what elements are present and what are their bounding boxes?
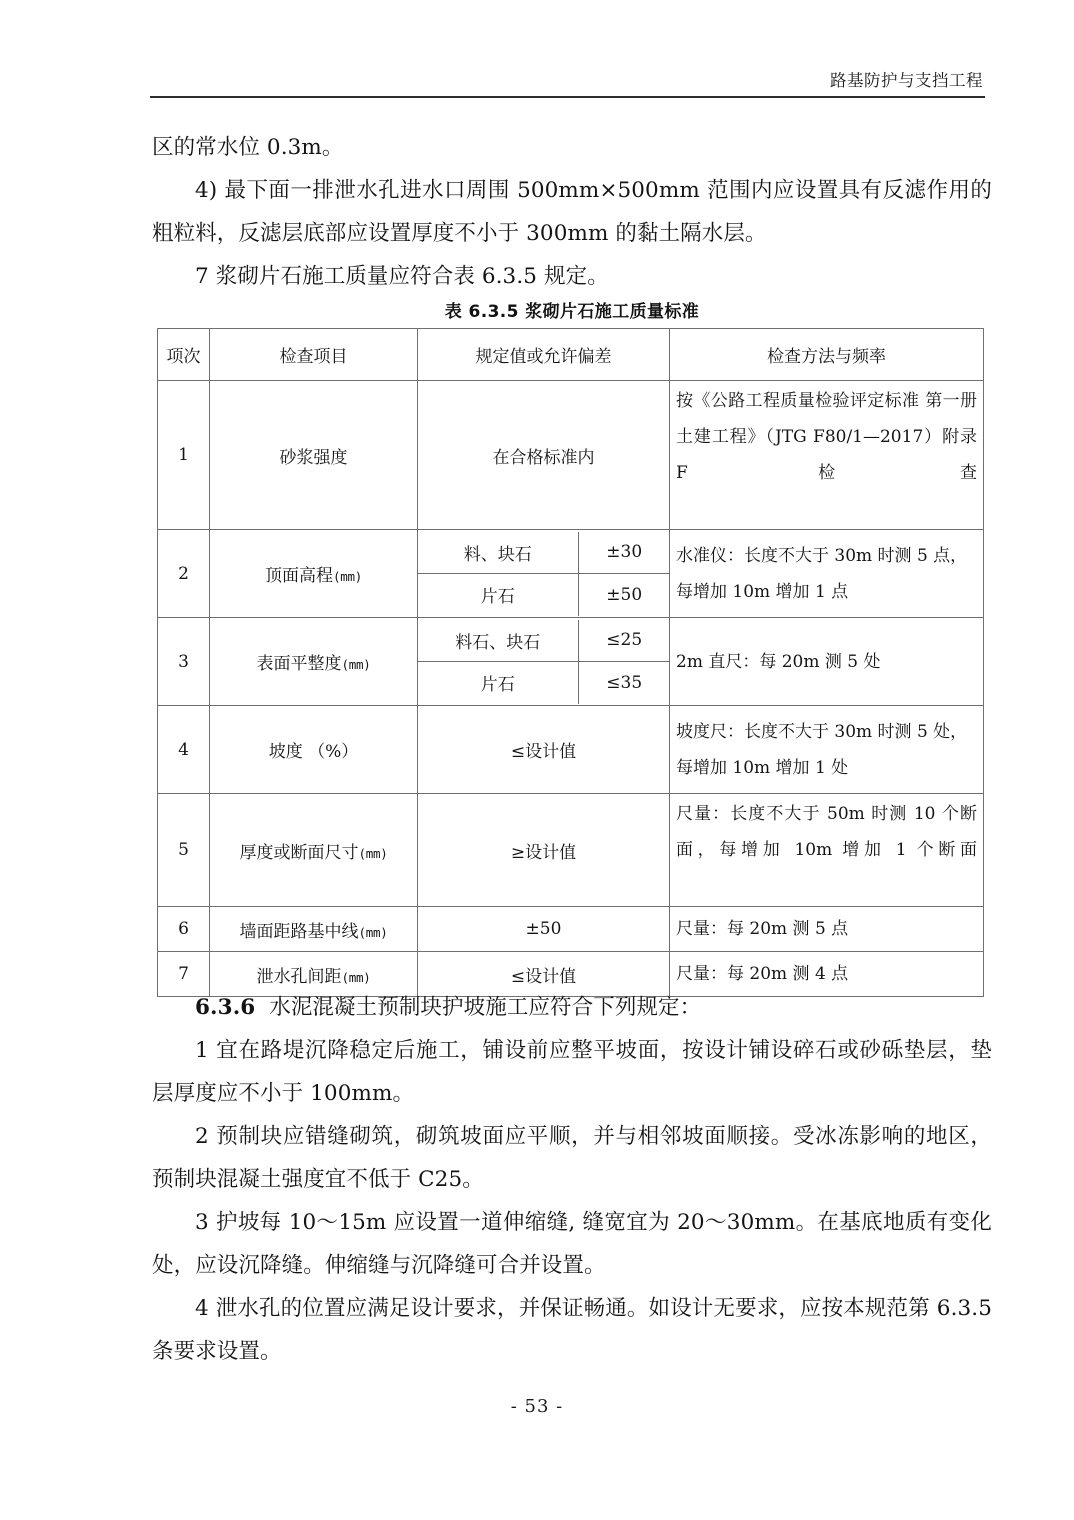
- column-header-spec: 规定值或允许偏差: [418, 329, 670, 381]
- body-text-top: [152, 126, 992, 298]
- sub-cell-value: ±50: [606, 584, 643, 605]
- cell-item-unit: (mm): [358, 924, 388, 940]
- cell-method: 坡度尺：长度不大于 30m 时测 5 处，每增加 10m 增加 1 处: [670, 706, 984, 794]
- paragraph-item-7: 7 浆砌片石施工质量应符合表 6.3.5 规定。: [195, 264, 609, 289]
- sub-cell-name: 片石: [418, 662, 578, 704]
- cell-no: 5: [158, 794, 210, 907]
- sub-cell-value: ±30: [578, 532, 670, 574]
- table-caption: 表 6.3.5 浆砌片石施工质量标准: [444, 302, 700, 322]
- section-number: 6.3.6: [195, 995, 256, 1020]
- column-header-no: 项次: [158, 329, 210, 381]
- paragraph-continuation: 区的常水位 0.3m。: [152, 135, 344, 160]
- cell-item: [210, 618, 418, 706]
- cell-spec: 在合格标准内: [418, 381, 670, 530]
- running-header-title: 路基防护与支挡工程: [830, 71, 983, 90]
- sub-cell-value: ≤25: [578, 620, 670, 662]
- table-row: [158, 381, 984, 530]
- sub-cell-value: ≤35: [606, 672, 643, 693]
- sub-cell-name: 料、块石: [418, 532, 578, 574]
- cell-item-text: 墙面距路基中线: [239, 921, 359, 942]
- table-row: [158, 618, 984, 706]
- cell-no: 7: [158, 952, 210, 997]
- paragraph-sub-item-3: 3 护坡每 10～15m 应设置一道伸缩缝, 缝宽宜为 20～30mm。在基底地质有变化处，应设沉降缝。伸缩缝与沉降缝可合并设置。: [152, 1210, 992, 1278]
- cell-spec-group: [418, 618, 670, 706]
- page-footer: - 53 -: [510, 1396, 564, 1417]
- cell-item-text: 砂浆强度: [279, 447, 348, 468]
- paragraph-item-4: 4) 最下面一排泄水孔进水口周围 500mm×500mm 范围内应设置具有反滤作用的粗粒料，反滤层底部应设置厚度不小于 300mm 的黏土隔水层。: [152, 178, 992, 246]
- column-header-method: 检查方法与频率: [670, 329, 984, 381]
- sub-cell-name: 料石、块石: [418, 620, 578, 662]
- table-header-row: [158, 329, 984, 381]
- cell-item: [210, 530, 418, 618]
- cell-no: 6: [158, 907, 210, 952]
- cell-item: [210, 794, 418, 907]
- cell-spec-group: [418, 530, 670, 618]
- cell-item-text: 泄水孔间距: [256, 966, 342, 987]
- cell-method: 2m 直尺：每 20m 测 5 处: [670, 618, 984, 706]
- cell-method: 尺量：每 20m 测 5 点: [670, 907, 984, 952]
- cell-item-unit: (mm): [341, 657, 371, 672]
- cell-spec: ≥设计值: [418, 794, 670, 907]
- page-header: [150, 72, 985, 98]
- cell-item-text: 坡度 （%）: [268, 742, 359, 762]
- quality-standard-table: [157, 328, 983, 997]
- section-heading-text: 水泥混凝土预制块护坡施工应符合下列规定：: [269, 995, 702, 1020]
- paragraph-sub-item-4: 4 泄水孔的位置应满足设计要求，并保证畅通。如设计无要求，应按本规范第 6.3.5 条要求设置。: [152, 1296, 992, 1364]
- cell-item: [210, 907, 418, 952]
- sub-cell-name: 片石: [418, 574, 578, 616]
- sub-row: [418, 662, 670, 704]
- section-heading-636: [152, 986, 992, 1029]
- sub-row: [418, 532, 670, 574]
- cell-no: 4: [158, 706, 210, 794]
- table-row: [158, 530, 984, 618]
- cell-item: [210, 706, 418, 794]
- cell-spec: ≤设计值: [418, 952, 670, 997]
- table-row: [158, 907, 984, 952]
- cell-item-text: 表面平整度: [256, 654, 342, 674]
- cell-item-unit: (mm): [341, 969, 371, 985]
- cell-item: [210, 381, 418, 530]
- cell-method: 尺量：长度不大于 50m 时测 10 个断面，每增加 10m 增加 1 个断面: [670, 794, 984, 907]
- cell-no: 1: [158, 381, 210, 530]
- table-row: [158, 706, 984, 794]
- cell-no: 3: [158, 618, 210, 706]
- body-text-bottom: [152, 986, 992, 1373]
- column-header-item: 检查项目: [210, 329, 418, 381]
- paragraph-sub-item-1: 1 宜在路堤沉降稳定后施工，铺设前应整平坡面，按设计铺设碎石或砂砾垫层，垫层厚度应不小于 100mm。: [152, 1038, 992, 1106]
- cell-method: 按《公路工程质量检验评定标准 第一册 土建工程》（JTG F80/1—2017）附录 F 检查: [670, 381, 984, 530]
- cell-item-unit: (mm): [333, 569, 362, 584]
- cell-spec: ±50: [418, 907, 670, 952]
- cell-method: 尺量：每 20m 测 4 点: [670, 952, 984, 997]
- sub-row: [418, 574, 670, 616]
- header-divider: [150, 96, 985, 98]
- cell-method: 水准仪：长度不大于 30m 时测 5 点，每增加 10m 增加 1 点: [670, 530, 984, 618]
- cell-no: 2: [158, 530, 210, 618]
- cell-item-text: 顶面高程: [265, 566, 334, 586]
- cell-item-text: 厚度或断面尺寸: [239, 842, 359, 863]
- cell-spec: ≤设计值: [418, 706, 670, 794]
- cell-item-unit: (mm): [358, 845, 388, 861]
- sub-row: [418, 620, 670, 662]
- paragraph-sub-item-2: 2 预制块应错缝砌筑，砌筑坡面应平顺，并与相邻坡面顺接。受冰冻影响的地区，预制块混凝土强度宜不低于 C25。: [152, 1124, 992, 1192]
- table-row: [158, 794, 984, 907]
